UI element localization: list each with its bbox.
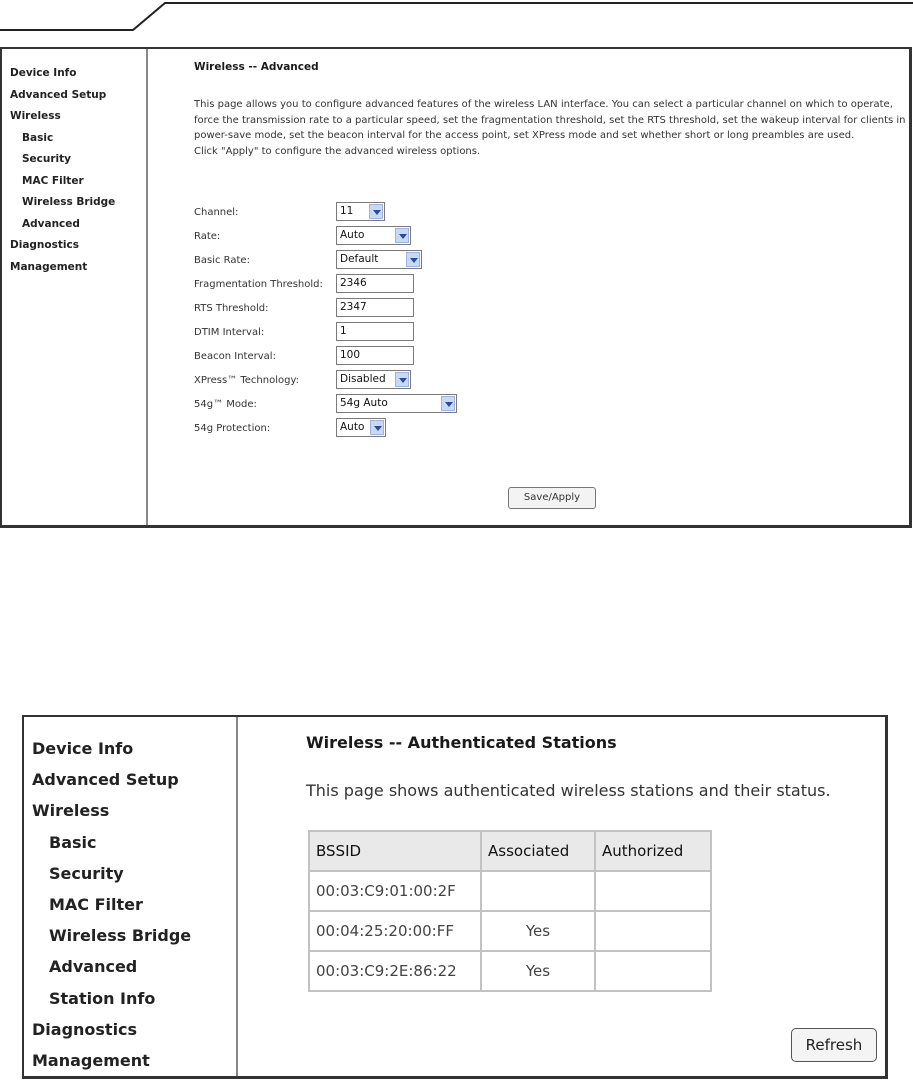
- fragmentation-threshold-input[interactable]: [336, 274, 414, 293]
- sidebar-nav: [10, 63, 115, 278]
- field-value: 11: [340, 205, 354, 217]
- basic-rate-select[interactable]: [336, 250, 422, 269]
- column-header: BSSID: [309, 831, 481, 871]
- chevron-down-icon[interactable]: [406, 252, 420, 267]
- column-header: Associated: [481, 831, 595, 871]
- save-apply-button[interactable]: Save/Apply: [508, 487, 596, 509]
- beacon-interval-input[interactable]: [336, 346, 414, 365]
- associated-cell: Yes: [481, 951, 595, 991]
- field-value: 2347: [340, 301, 367, 313]
- sidebar-item-basic[interactable]: Basic: [49, 832, 97, 852]
- bssid-cell: 00:03:C9:2E:86:22: [309, 951, 481, 991]
- sidebar-item-diagnostics[interactable]: Diagnostics: [32, 1019, 138, 1039]
- apply-note: Click "Apply" to configure the advanced wireless options.: [194, 145, 481, 157]
- associated-cell: Yes: [481, 911, 595, 951]
- page-title: Wireless -- Advanced: [194, 61, 319, 73]
- chevron-down-icon[interactable]: [370, 420, 384, 435]
- rate-select[interactable]: [336, 226, 411, 245]
- field-label: XPress™ Technology:: [194, 375, 300, 386]
- bssid-cell: 00:03:C9:01:00:2F: [309, 871, 481, 911]
- authorized-cell: [595, 911, 711, 951]
- sidebar-item-advanced[interactable]: Advanced: [22, 217, 80, 230]
- sidebar-item-station-info[interactable]: Station Info: [49, 988, 156, 1008]
- sidebar-item-management[interactable]: Management: [10, 260, 88, 273]
- table-header-row: [309, 831, 711, 871]
- description-text: This page allows you to configure advanced features of the wireless LAN interface. You can select a particular channel on which to operate, force the transmission rate to a particular speed, set the fragmentation threshold, set the RTS threshold, set the wakeup interval for clients in power-save mode, set the beacon interval for the access point, set XPress mode and set whether short or long preambles are used.: [194, 99, 906, 141]
- sidebar-nav: [32, 733, 191, 1076]
- 54g-mode-select[interactable]: [336, 394, 457, 413]
- sidebar-item-device-info[interactable]: Device Info: [32, 739, 134, 758]
- table-row: [309, 951, 711, 991]
- field-value: 2346: [340, 277, 367, 289]
- sidebar-item-mac-filter[interactable]: MAC Filter: [49, 895, 143, 915]
- field-label: Basic Rate:: [194, 255, 250, 266]
- sidebar-item-wireless[interactable]: Wireless: [10, 110, 61, 122]
- field-label: Fragmentation Threshold:: [194, 279, 323, 290]
- sidebar-item-security[interactable]: Security: [49, 863, 124, 883]
- chevron-down-icon[interactable]: [369, 204, 383, 219]
- sidebar: [24, 717, 238, 1076]
- sidebar-item-security[interactable]: Security: [22, 153, 72, 165]
- authenticated-stations-screenshot: [22, 715, 888, 1079]
- field-value: 1: [340, 325, 347, 337]
- field-value: Disabled: [340, 373, 386, 385]
- sidebar-item-device-info[interactable]: Device Info: [10, 67, 77, 79]
- chevron-down-icon[interactable]: [395, 228, 409, 243]
- field-label: Channel:: [194, 207, 239, 218]
- field-label: DTIM Interval:: [194, 327, 265, 338]
- field-value: Default: [340, 253, 379, 265]
- sidebar-item-wireless[interactable]: Wireless: [32, 801, 110, 821]
- chevron-down-icon[interactable]: [395, 372, 409, 387]
- sidebar-item-mac-filter[interactable]: MAC Filter: [22, 174, 84, 187]
- field-value: Auto: [340, 421, 365, 433]
- chevron-down-icon[interactable]: [441, 396, 455, 411]
- sidebar-item-wireless-bridge[interactable]: Wireless Bridge: [22, 196, 116, 208]
- associated-cell: [481, 871, 595, 911]
- field-value: 100: [340, 349, 361, 361]
- sidebar-item-diagnostics[interactable]: Diagnostics: [10, 239, 79, 251]
- sidebar: [2, 49, 148, 525]
- field-label: 54g™ Mode:: [194, 399, 257, 410]
- field-value: 54g Auto: [340, 397, 388, 409]
- refresh-button[interactable]: Refresh: [791, 1028, 877, 1062]
- sidebar-item-management[interactable]: Management: [32, 1051, 150, 1071]
- header-divider: [0, 0, 913, 36]
- dtim-interval-input[interactable]: [336, 322, 414, 341]
- field-label: RTS Threshold:: [194, 303, 269, 314]
- field-label: Beacon Interval:: [194, 351, 276, 362]
- main-content: [148, 49, 909, 525]
- page-description: This page shows authenticated wireless stations and their status.: [306, 781, 831, 800]
- authorized-cell: [595, 951, 711, 991]
- sidebar-item-basic[interactable]: Basic: [22, 131, 54, 144]
- page-description: [194, 97, 913, 159]
- field-value: Auto: [340, 229, 365, 241]
- wireless-advanced-screenshot: [0, 47, 912, 528]
- rts-threshold-input[interactable]: [336, 298, 414, 317]
- table-row: [309, 871, 711, 911]
- sidebar-item-advanced-setup[interactable]: Advanced Setup: [32, 770, 179, 790]
- column-header: Authorized: [595, 831, 711, 871]
- sidebar-item-wireless-bridge[interactable]: Wireless Bridge: [49, 926, 192, 946]
- field-label: Rate:: [194, 231, 221, 242]
- main-content: [238, 717, 885, 1076]
- sidebar-item-advanced-setup[interactable]: Advanced Setup: [10, 88, 107, 101]
- 54g-protection-select[interactable]: [336, 418, 386, 437]
- xpress-technology-select[interactable]: [336, 370, 411, 389]
- field-label: 54g Protection:: [194, 423, 271, 434]
- authorized-cell: [595, 871, 711, 911]
- sidebar-item-advanced[interactable]: Advanced: [49, 957, 138, 977]
- bssid-cell: 00:04:25:20:00:FF: [309, 911, 481, 951]
- stations-table: [308, 830, 712, 992]
- page-title: Wireless -- Authenticated Stations: [306, 733, 617, 752]
- table-row: [309, 911, 711, 951]
- channel-select[interactable]: [336, 202, 385, 221]
